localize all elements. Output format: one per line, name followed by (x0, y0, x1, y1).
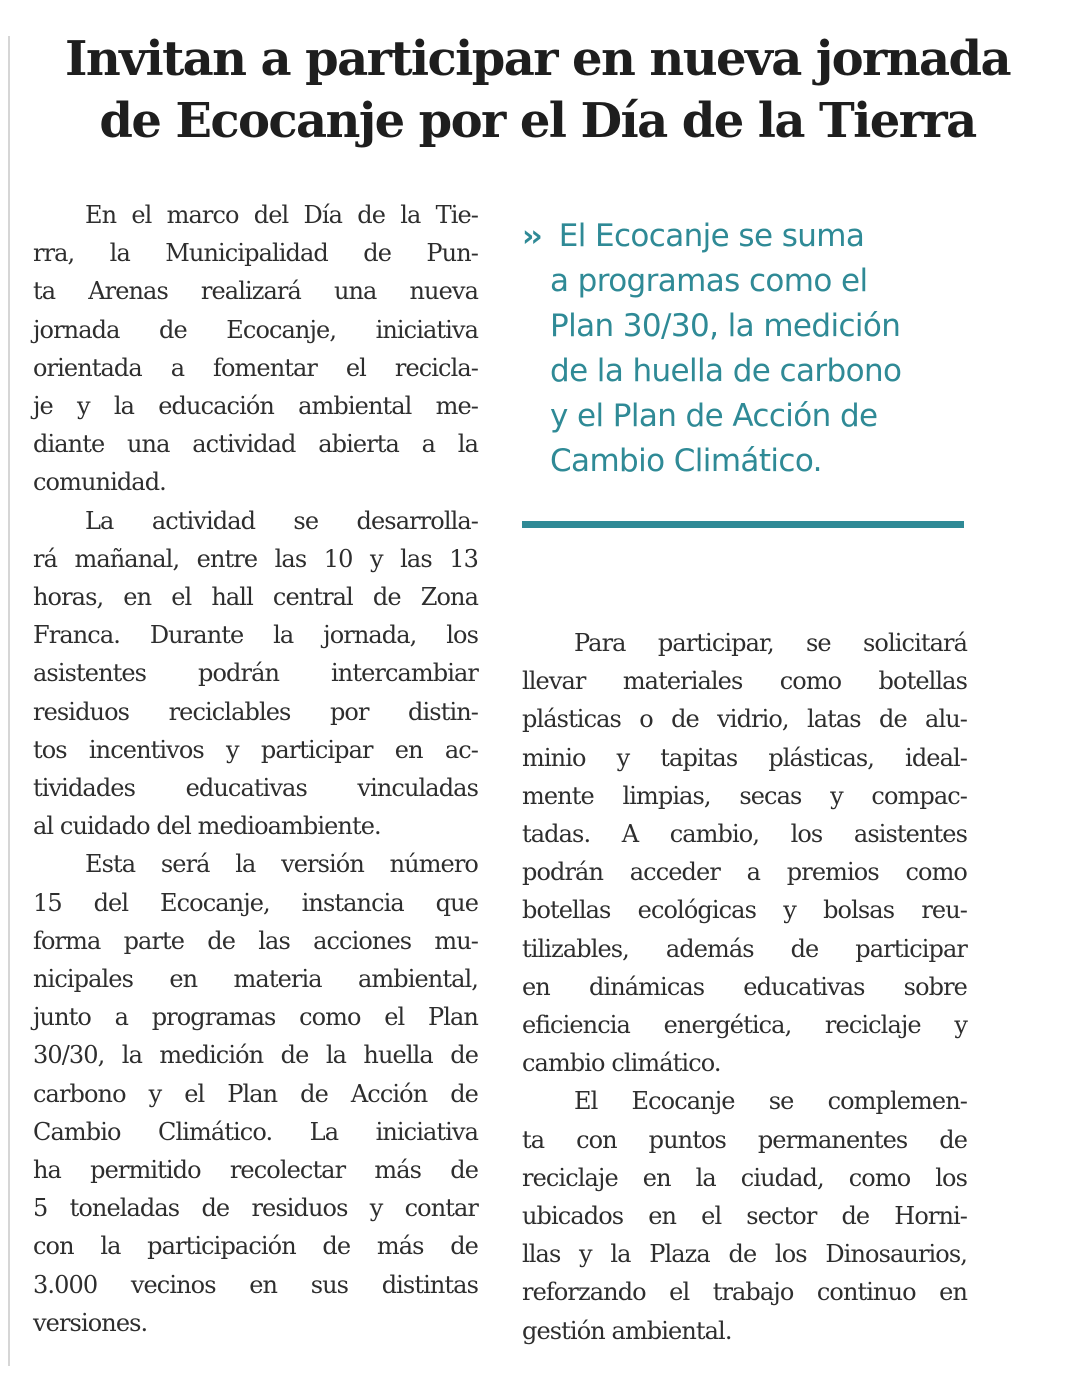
text-line: comunidad. (33, 468, 166, 497)
text-line: podrán acceder a premios como (522, 858, 967, 887)
pull-quote-text: El Ecocanje se suma (558, 218, 865, 254)
text-line: ta con puntos permanentes de (522, 1125, 967, 1154)
text-line: plásticas o de vidrio, latas de alu- (522, 705, 967, 734)
pull-quote-line (522, 214, 962, 259)
text-line: al cuidado del medioambiente. (33, 812, 381, 841)
text-line: residuos reciclables por distin- (33, 697, 478, 726)
text-line: tos incentivos y participar en ac- (33, 735, 478, 764)
text-line: orientada a fomentar el recicla- (33, 353, 478, 382)
paragraph-2 (33, 502, 478, 846)
text-line: rá mañanal, entre las 10 y las 13 (33, 544, 478, 573)
paragraph-4 (522, 624, 967, 1082)
text-line: 30/30, la medición de la huella de (33, 1041, 478, 1070)
text-line: nicipales en materia ambiental, (33, 965, 478, 994)
text-line: forma parte de las acciones mu- (33, 926, 478, 955)
text-line: gestión ambiental. (522, 1316, 732, 1345)
pull-quote-line: Plan 30/30, la medición (550, 308, 901, 344)
text-line: Esta será la versión número (85, 850, 478, 879)
text-line: diante una actividad abierta a la (33, 430, 478, 459)
text-line: El Ecocanje se complemen- (574, 1087, 967, 1116)
left-column (33, 196, 478, 1342)
pull-quote-rule (522, 521, 964, 528)
text-line: En el marco del Día de la Tie- (85, 201, 478, 229)
pull-quote (522, 214, 962, 484)
text-line: je y la educación ambiental me- (33, 392, 478, 421)
text-line: tilizables, además de participar (522, 934, 967, 963)
headline-line-1: Invitan a participar en nueva jornada (65, 31, 1010, 87)
double-chevron-right-icon: ›› (522, 219, 539, 254)
text-line: Franca. Durante la jornada, los (33, 621, 478, 650)
paragraph-3 (33, 845, 478, 1342)
article-headline (40, 28, 1035, 152)
text-line: llas y la Plaza de los Dinosaurios, (522, 1240, 967, 1269)
pull-quote-line: Cambio Climático. (550, 443, 822, 479)
text-line: jornada de Ecocanje, iniciativa (33, 315, 478, 344)
paragraph-1 (33, 196, 478, 502)
text-line: reciclaje en la ciudad, como los (522, 1163, 967, 1192)
text-line: horas, en el hall central de Zona (33, 583, 478, 612)
text-line: reforzando el trabajo continuo en (522, 1278, 967, 1307)
paragraph-5 (522, 1082, 967, 1349)
text-line: eficiencia energética, reciclaje y (522, 1011, 967, 1040)
text-line: junto a programas como el Plan (33, 1003, 478, 1032)
text-line: ha permitido recolectar más de (33, 1156, 478, 1185)
text-line: ta Arenas realizará una nueva (33, 277, 478, 306)
text-line: carbono y el Plan de Acción de (33, 1079, 478, 1108)
pull-quote-line: a programas como el (550, 263, 868, 299)
text-line: asistentes podrán intercambiar (33, 659, 478, 688)
pull-quote-line: y el Plan de Acción de (550, 398, 878, 434)
column-edge-rule (8, 36, 10, 1366)
text-line: Para participar, se solicitará (574, 629, 967, 657)
headline-line-2: de Ecocanje por el Día de la Tierra (99, 93, 976, 149)
right-column (522, 624, 967, 1350)
text-line: 3.000 vecinos en sus distintas (33, 1270, 478, 1299)
text-line: en dinámicas educativas sobre (522, 972, 967, 1001)
text-line: con la participación de más de (33, 1232, 478, 1261)
text-line: mente limpias, secas y compac- (522, 781, 967, 810)
text-line: botellas ecológicas y bolsas reu- (522, 896, 967, 925)
pull-quote-line: de la huella de carbono (550, 353, 902, 389)
text-line: minio y tapitas plásticas, ideal- (522, 743, 967, 772)
text-line: ubicados en el sector de Horni- (522, 1202, 967, 1231)
text-line: tadas. A cambio, los asistentes (522, 820, 967, 849)
text-line: tividades educativas vinculadas (33, 774, 478, 803)
text-line: versiones. (33, 1308, 148, 1337)
text-line: La actividad se desarrolla- (85, 506, 478, 535)
text-line: llevar materiales como botellas (522, 667, 967, 696)
text-line: Cambio Climático. La iniciativa (33, 1117, 478, 1146)
text-line: rra, la Municipalidad de Pun- (33, 239, 478, 268)
text-line: cambio climático. (522, 1049, 721, 1078)
text-line: 5 toneladas de residuos y contar (33, 1194, 478, 1223)
text-line: 15 del Ecocanje, instancia que (33, 888, 478, 917)
